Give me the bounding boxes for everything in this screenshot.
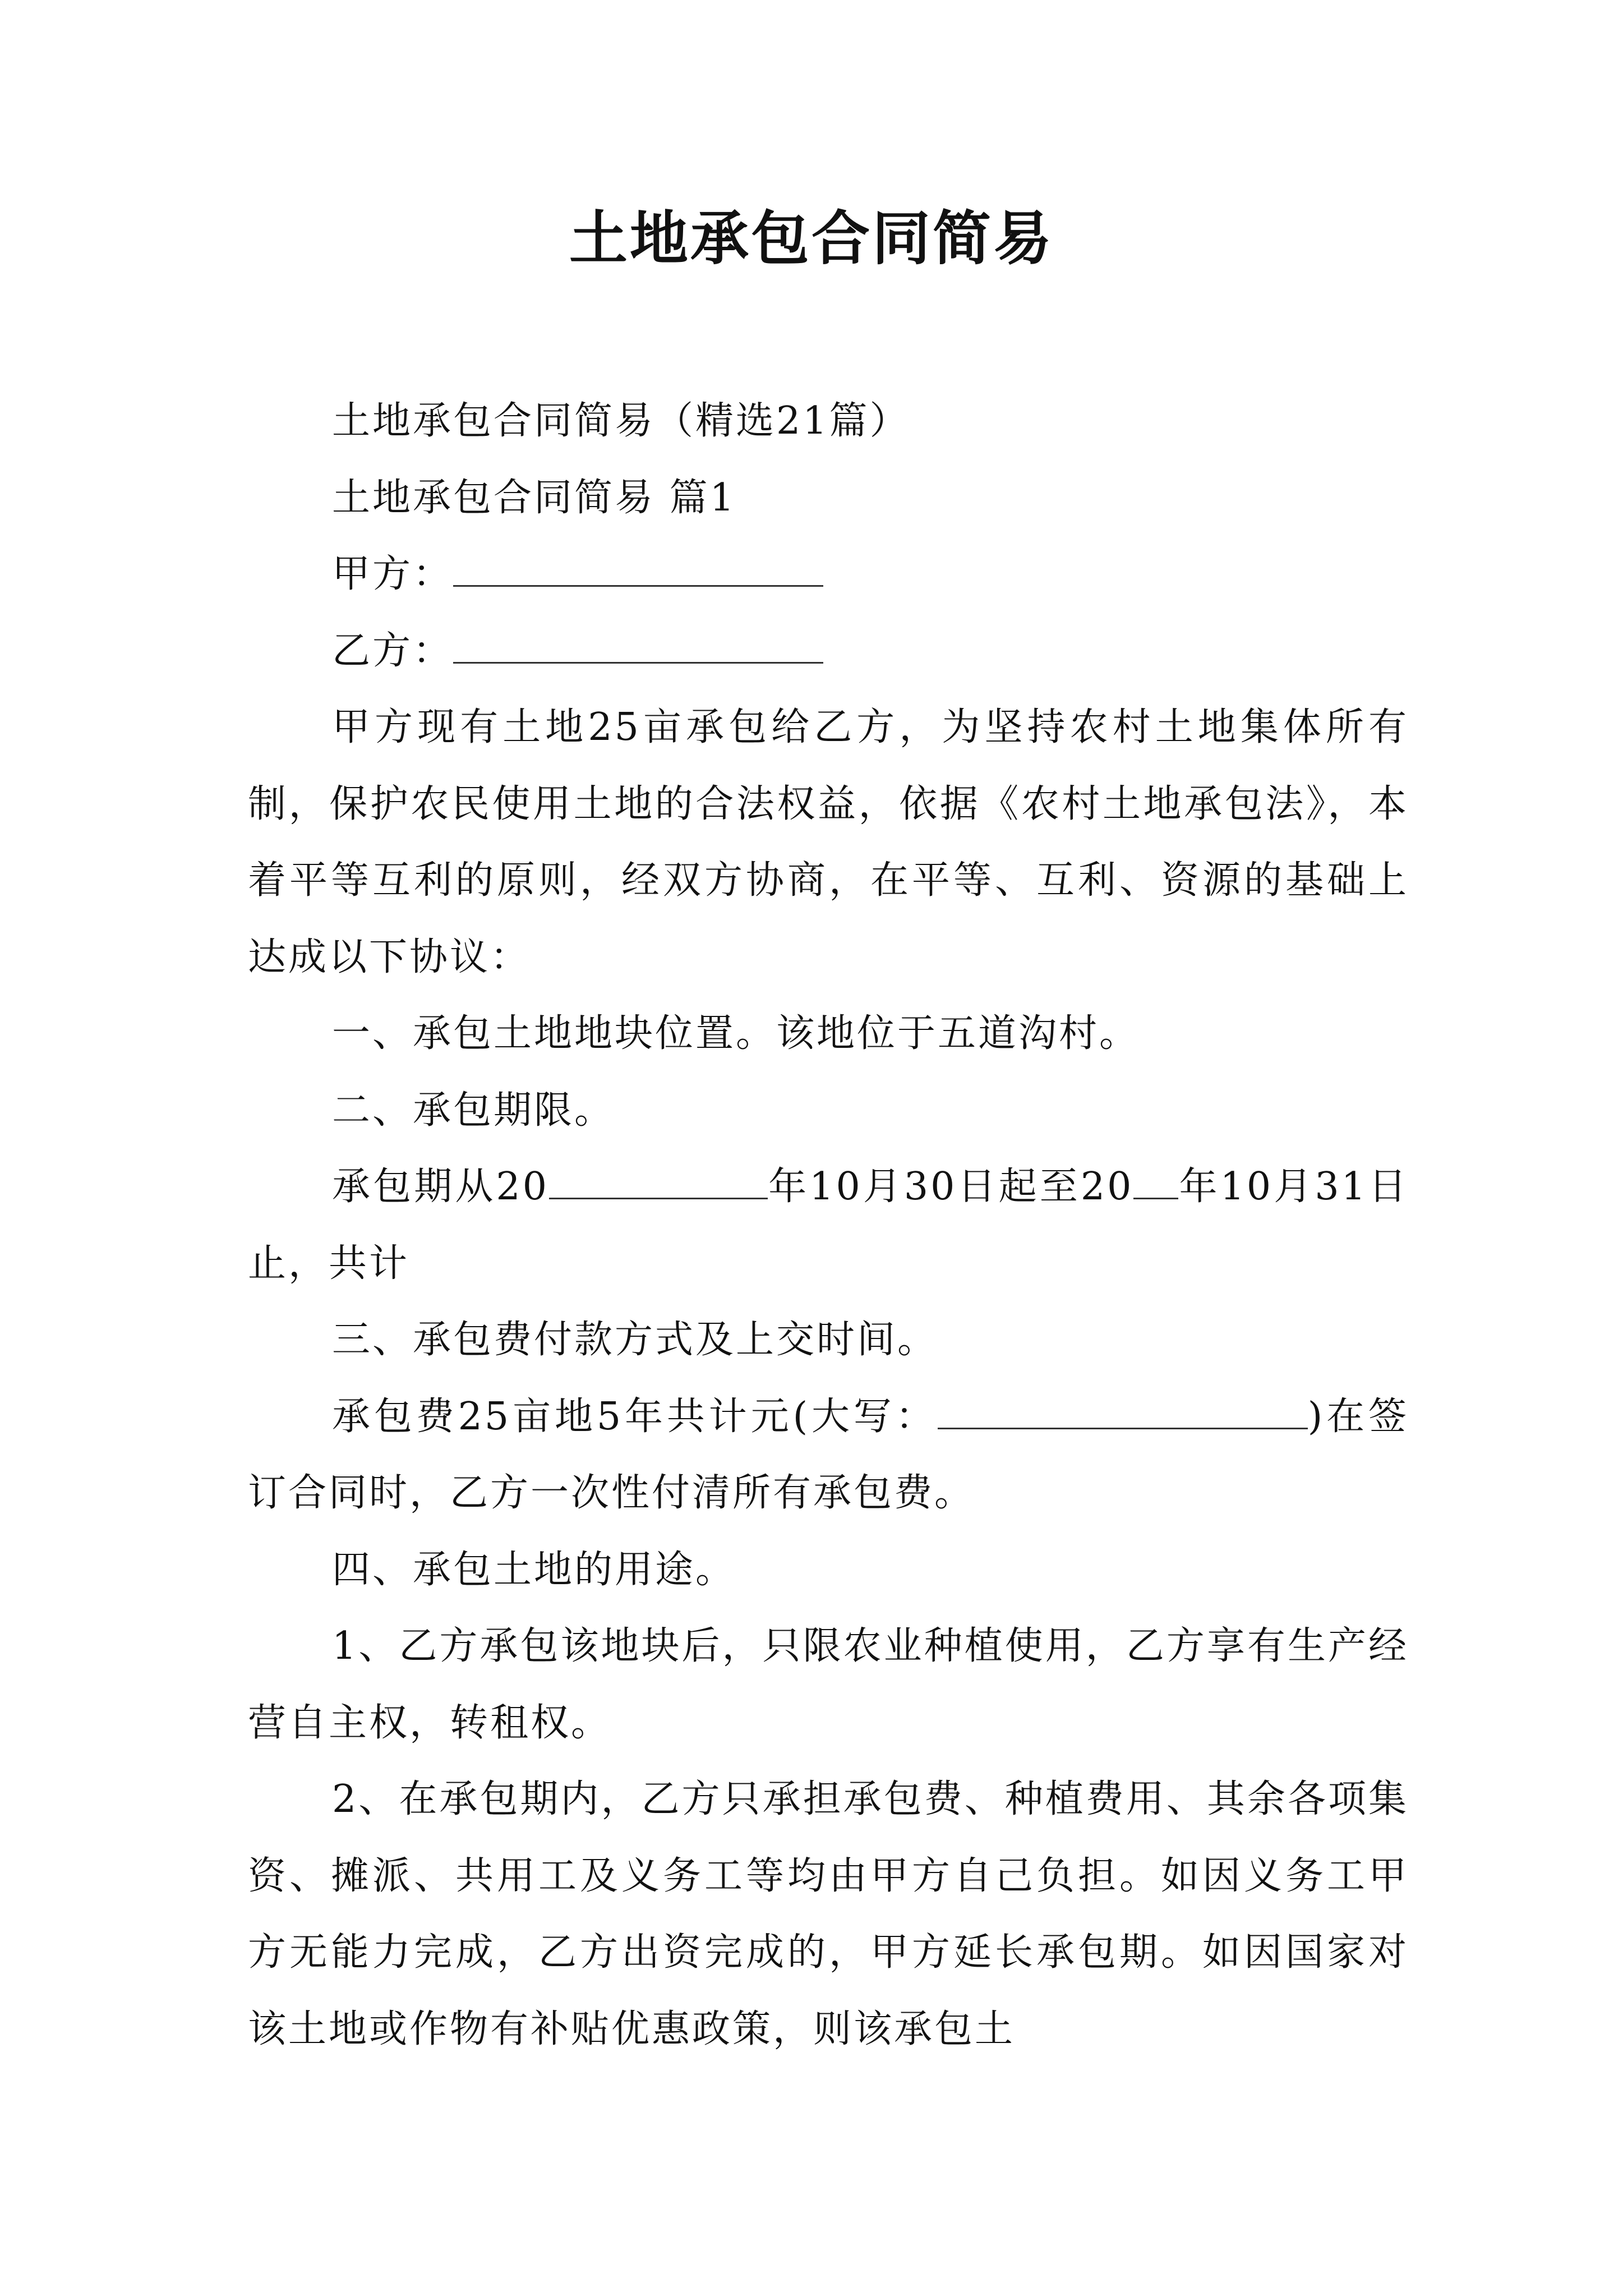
subtitle: 土地承包合同简易（精选21篇） (332, 399, 910, 443)
clause-1: 一、承包土地地块位置。该地位于五道沟村。 (332, 1011, 1140, 1056)
party-a-line (248, 536, 1409, 613)
fee-text-2: )在签订合同时，乙方一次性付清所有承包费。 (248, 1394, 1409, 1515)
item-1: 1、乙方承包该地块后，只限农业种植使用，乙方享有生产经营自主权，转租权。 (248, 1624, 1409, 1745)
term-text-3: 年10月31日止，共计 (248, 1165, 1409, 1286)
party-b-blank (453, 627, 823, 663)
party-b-line (248, 613, 1409, 690)
item-2: 2、在承包期内，乙方只承担承包费、种植费用、其余各项集资、摊派、共用工及义务工等均由甲方自己负担。如因义务工甲方无能力完成，乙方出资完成的，甲方延长承包期。如因国家对该土地或作物有补贴优惠政策，则该承包土 (248, 1777, 1409, 2051)
section-heading: 土地承包合同简易 篇1 (332, 475, 736, 520)
party-a-blank (453, 551, 823, 587)
end-year-blank (1133, 1163, 1178, 1199)
clause-4: 四、承包土地的用途。 (332, 1547, 736, 1592)
term-paragraph (248, 1149, 1409, 1302)
term-text-1: 承包期从20 (332, 1165, 549, 1209)
clause-3: 三、承包费付款方式及上交时间。 (332, 1318, 938, 1362)
fee-text-1: 承包费25亩地5年共计元(大写： (332, 1394, 938, 1439)
intro-paragraph: 甲方现有土地25亩承包给乙方，为坚持农村土地集体所有制，保护农民使用土地的合法权益，依据《农村土地承包法》，本着平等互利的原则，经双方协商，在平等、互利、资源的基础上达成以下协议： (248, 705, 1409, 979)
clause-2: 二、承包期限。 (332, 1088, 615, 1133)
term-text-2: 年10月30日起至20 (767, 1165, 1134, 1209)
party-b-label: 乙方： (332, 628, 454, 673)
document-title: 土地承包合同简易 (569, 204, 1054, 273)
amount-in-words-blank (938, 1393, 1308, 1429)
party-a-label: 甲方： (332, 552, 454, 596)
fee-paragraph (248, 1379, 1409, 1532)
document-body (248, 383, 1409, 2068)
start-year-blank (549, 1163, 768, 1199)
